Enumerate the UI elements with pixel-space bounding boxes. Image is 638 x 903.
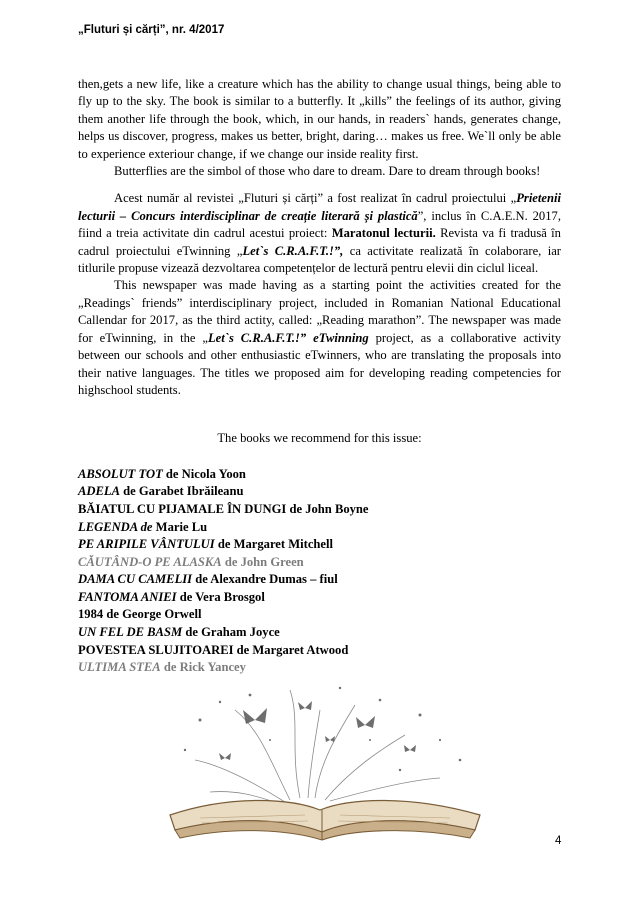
page-number: 4 (555, 835, 562, 847)
page-header-title: „Fluturi și cărți”, nr. 4/2017 (78, 24, 225, 36)
book-author: Marie Lu (152, 519, 208, 534)
text-run: ”, inclus în C.A.E.N. 2017, fiind a treia activitate din cadrul acestui proiect: (78, 208, 561, 241)
book-author: de George Orwell (103, 607, 202, 622)
book-title: 1984 (78, 607, 104, 622)
book-title: FANTOMA ANIEI (78, 589, 177, 604)
book-title: CĂUTÂND-O PE ALASKA (78, 554, 222, 569)
book-title: ADELA (78, 484, 120, 499)
recommend-heading: The books we recommend for this issue: (217, 431, 422, 446)
text-run: project, as a collaborative activity between our schools and other enthusiastic eTwinners, who are translating the proposals into their native languages. The titles we proposed aim for developing reading competencies for highschool students. (78, 330, 561, 397)
book-title: DAMA CU CAMELII (78, 572, 193, 587)
etwinning-project-name: Let`s C.R.A.F.T.!”, (242, 243, 344, 258)
book-item (78, 659, 561, 677)
article-body (78, 76, 561, 677)
book-title: LEGENDA de (78, 519, 153, 534)
text-run: This newspaper was made having as a starting point the activities created for the „Readings` friends” interdisciplinary project, included in Romanian National Educational Callendar for 2017, as the third actity, called: „Reading marathon”. The newspaper was made for eTwinning, in the „ (78, 278, 561, 345)
book-item (78, 466, 561, 484)
book-item (78, 536, 561, 554)
book-author: de Nicola Yoon (162, 466, 246, 481)
project-name-ro: Prietenii lecturii – Concurs interdisciplinar de creație literară și plastică (78, 191, 561, 223)
text-run: Acest număr al revistei „Fluturi și cărți” a fost realizat în cadrul proiectului „ (114, 191, 517, 206)
book-title: POVESTEA SLUJITOAREI (78, 642, 234, 657)
book-author: de Margaret Mitchell (214, 537, 333, 552)
book-list (78, 466, 561, 677)
book-author: de Alexandre Dumas – fiul (192, 572, 338, 587)
book-author: de Margaret Atwood (233, 642, 349, 657)
book-item (78, 571, 561, 589)
book-item (78, 589, 561, 607)
book-title: ABSOLUT TOT (78, 466, 163, 481)
book-title: PE ARIPILE VÂNTULUI (78, 537, 215, 552)
book-item (78, 606, 561, 624)
book-author: de Garabet Ibrăileanu (120, 484, 244, 499)
paragraph-english (78, 277, 561, 399)
paragraph-butterfly-symbol: Butterflies are the simbol of those who dare to dream. Dare to dream through books! (114, 164, 541, 179)
book-author: de Graham Joyce (182, 625, 280, 640)
book-author: de Rick Yancey (160, 660, 246, 675)
book-item (78, 624, 561, 642)
book-author: de John Green (221, 554, 304, 569)
text-run: Revista va fi tradusă în cadrul proiectului eTwinning „ (78, 226, 561, 258)
paragraph-butterfly: then,gets a new life, like a creature which has the ability to change usual things, being able to fly up to the sky. The book is similar to a butterfly. It „kills” the feelings of its author, giving them another life through the book, which, in our hands, in readers` hands, generates change, helps us discover, progress, makes us better, bright, daring… makes us free. We`ll only be able to experience exteriour change, if we change our inside reality first. (78, 77, 561, 161)
book-butterflies-illustration (140, 680, 510, 850)
etwinning-project-name-en: Let`s C.R.A.F.T.!” eTwinning (207, 330, 369, 345)
book-item (78, 554, 561, 572)
book-title: BĂIATUL CU PIJAMALE ÎN DUNGI (78, 501, 287, 516)
activity-name-ro: Maratonul lecturii. (331, 226, 436, 241)
book-title: UN FEL DE BASM (78, 625, 183, 640)
book-author: de John Boyne (286, 501, 369, 516)
book-item (78, 501, 561, 519)
book-item (78, 483, 561, 501)
book-author: de Vera Brosgol (176, 589, 265, 604)
paragraph-romanian (78, 190, 561, 277)
text-run: ca activitate realizată în colaborare, iar titlurile propuse vizează dezvoltarea competențelor de lectură pentru elevii din ciclul liceal. (78, 243, 562, 276)
book-item (78, 519, 561, 537)
book-title: ULTIMA STEA (78, 660, 161, 675)
book-item (78, 642, 561, 660)
